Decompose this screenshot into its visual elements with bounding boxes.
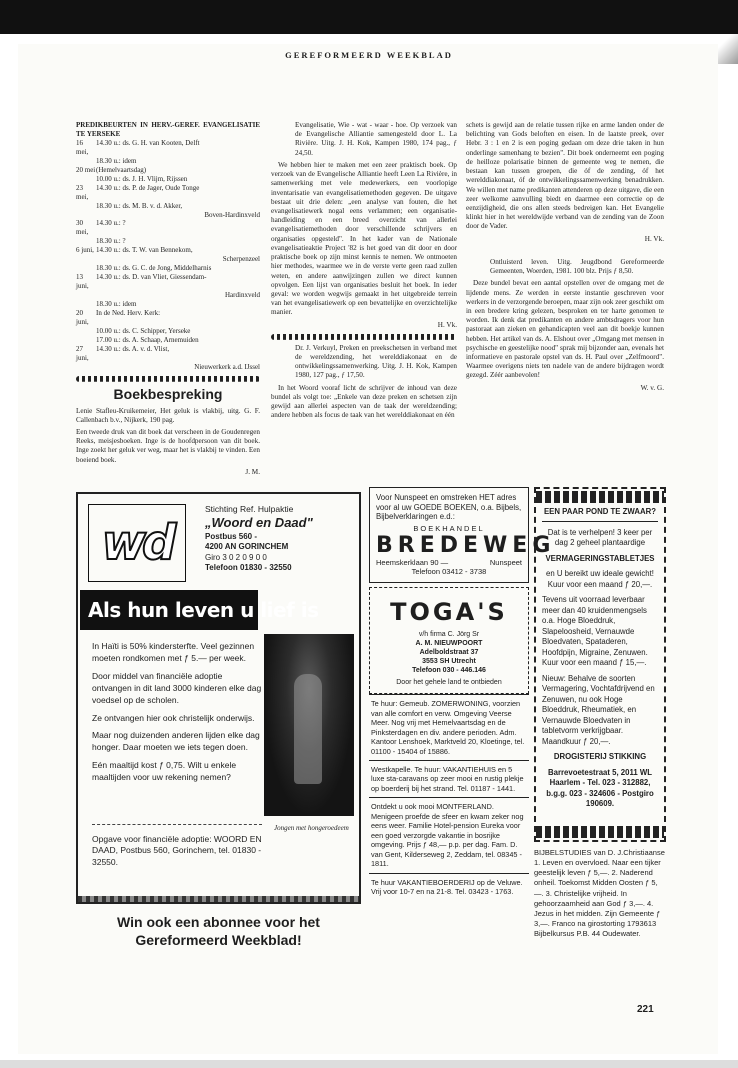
preekbeurt-date <box>76 157 96 166</box>
preekbeurt-text: 14.30 u.: ds. A. v. d. Vlist, <box>96 344 170 353</box>
preekbeurt-date <box>76 211 96 220</box>
wd-postbus: Postbus 560 - <box>205 531 258 541</box>
preekbeurten-list <box>76 139 260 372</box>
preekbeurt-date <box>76 363 96 372</box>
wd-name: „Woord en Daad" <box>205 515 313 531</box>
review-body: Een tweede druk van dit boek dat verscheen in de Goudenregen Reeks, meisjesboeken. Inge is de hoofdpersoon van dit boek. Inge zoekt her geluk ver weg, maar het is vlakbij te vinden. Een boeiend boek. <box>76 428 260 464</box>
preekbeurt-row <box>76 291 260 300</box>
togas-name: TOGA'S <box>390 597 508 626</box>
pond-shop: DROGISTERIJ STIKKING <box>553 752 647 762</box>
review-heading: Dr. J. Verkuyl, Preken en preekschetsen in verband met de wereldzending, het werelddiakonaat en de ontwikkelingssamenwerking. Uitg. J. H. Kok, Kampen 1980, 127 pag., ƒ 17,50. <box>295 343 457 380</box>
bredeweg-name: BREDEWEG <box>376 532 556 558</box>
preekbeurt-date: 27 juni, <box>76 344 89 362</box>
preekbeurt-text: 17.00 u.: ds. A. Schaap, Arnemuiden <box>96 335 199 344</box>
child-figure <box>294 674 322 784</box>
wd-address <box>205 504 355 574</box>
pond-address: Barrevoetestraat 5, 2011 WL Haarlem - Tel. 023 - 312882, b.g.g. 023 - 324606 - Postgiro 190609. <box>546 767 654 809</box>
preekbeurt-date: 30 mei, <box>76 219 89 237</box>
wd-opgave: Opgave voor financiële adoptie: WOORD EN DAAD, Postbus 560, Gorinchem, tel. 01830 - 32550. <box>92 834 262 867</box>
preekbeurt-date: 20 mei <box>76 165 96 174</box>
wd-paragraph: Maar nog duizenden anderen lijden elke dag honger. Daar moeten we iets tegen doen. <box>92 729 260 753</box>
preekbeurt-text: Boven-Hardinxveld <box>204 210 260 219</box>
review-signature: H. Vk. <box>437 320 457 329</box>
wd-body <box>92 640 262 788</box>
preekbeurt-date <box>76 255 96 264</box>
wd-giro: Giro 3 0 2 0 9 0 0 <box>205 552 267 562</box>
togas-tel: Telefoon 030 - 446.146 <box>412 666 486 674</box>
middle-ads-column <box>369 487 556 901</box>
review-signature: H. Vk. <box>644 234 664 243</box>
preekbeurt-row <box>76 309 260 327</box>
preekbeurten-title: PREDIKBEURTEN IN HERV.-GEREF. EVANGELISATIE TE YERSEKE <box>76 121 260 138</box>
preekbeurt-date <box>76 300 96 309</box>
preekbeurt-text: 14.30 u.: ds. G. H. van Kooten, Delft <box>96 138 200 147</box>
preekbeurt-date: 20 juni, <box>76 309 89 326</box>
preekbeurt-text: Hardinxveld <box>225 291 260 300</box>
preekbeurt-text: 18.30 u.: ? <box>96 237 126 246</box>
preekbeurt-row <box>76 157 260 166</box>
review-heading: Ontluisterd leven. Uitg. Jeugdbond Gereformeerde Gemeenten, Woerden, 1981. 100 blz. Prijs ƒ 8,50. <box>490 257 664 276</box>
child-photo <box>264 634 354 816</box>
preekbeurt-row <box>76 166 260 175</box>
bredeweg-ad <box>369 487 556 583</box>
wd-stichting: Stichting Ref. Hulpaktie <box>205 504 294 514</box>
wavy-divider <box>76 376 260 382</box>
review-heading: Lenie Stafleu-Kruikemeier, Het geluk is vlakbij, uitg. G. F. Callenbach b.v., Nijkerk, 190 pag. <box>76 406 260 424</box>
review-body: In het Woord vooraf licht de schrijver de inhoud van deze bundel als volgt toe: „Enkele van deze preken en schetsen zijn gewijd aan allerlei aspecten van de taak der wereldzending; andere hebben als focus de taak van het werelddiakonaat en één <box>271 383 457 420</box>
preekbeurt-date <box>76 291 96 300</box>
classified-ad: Ontdekt u ook mooi MONTFERLAND. Menigeen proefde de sfeer en kwam zeker nog eens weer. Familie Hotel-pension Eureka voor een goed verzorgde vakantie in bosrijke omgeving. Prijs ƒ 48,— p.p. per dag. Fam. D. van Gent, Kilderseweg 2, Zeddam, tel. 08345 - 1811. <box>369 797 529 872</box>
preekbeurt-row <box>76 139 260 157</box>
preekbeurt-row <box>76 327 260 336</box>
bredeweg-tel: Telefoon 03412 - 3738 <box>411 567 487 577</box>
preekbeurt-date: 23 mei, <box>76 183 89 201</box>
preekbeurt-row <box>76 273 260 291</box>
togas-ad <box>369 587 529 695</box>
preekbeurt-text: Nieuwerkerk a.d. IJssel <box>194 362 260 371</box>
preekbeurt-row <box>76 246 260 255</box>
preekbeurt-text: 18.30 u.: ds. G. C. de Jong, Middelharnis <box>96 264 212 273</box>
preekbeurt-row <box>76 219 260 237</box>
bredeweg-address: Heemskerklaan 90 — Nunspeet <box>376 557 522 567</box>
column-1 <box>76 121 260 477</box>
pond-paragraph: en U bereikt uw ideale gewicht! Kuur voor een maand ƒ 20,—. <box>546 569 654 589</box>
wd-city: 4200 AN GORINCHEM <box>205 542 289 552</box>
classified-ad: Te huur: Gemeub. ZOMERWONING, voorzien van alle comfort en verw. Omgeving Veerse Meer. Nog vrij met Hemelvaartsdag en de Pinksterdagen en div. andere perioden. Adm. Kantoor Lenshoek, Marktveld 20, Kloetinge, tel. 01100 - 15404 of 15886. <box>369 694 529 760</box>
preekbeurt-date: 13 juni, <box>76 273 89 291</box>
bredeweg-intro: Voor Nunspeet en omstreken HET adres voor al uw GOEDE BOEKEN, o.a. Bijbels, Bijbelverklaringen e.d.: <box>376 493 522 522</box>
preekbeurt-date <box>76 202 96 211</box>
togas-city: 3553 SH Utrecht <box>422 657 476 665</box>
preekbeurt-row <box>76 345 260 363</box>
boekbespreking-title: Boekbespreking <box>113 385 223 402</box>
preekbeurt-date <box>76 327 96 336</box>
togas-owner: A. M. NIEUWPOORT <box>415 639 483 647</box>
column-2 <box>271 121 457 424</box>
preekbeurt-date: 6 juni, <box>76 246 94 255</box>
preekbeurt-date <box>76 237 96 246</box>
togas-note: Door het gehele land te ontbieden <box>396 678 502 686</box>
wd-paragraph: Ze ontvangen hier ook christelijk onderwijs. <box>92 712 255 723</box>
preekbeurt-text: In de Ned. Herv. Kerk: <box>96 309 161 318</box>
preekbeurt-row <box>76 264 260 273</box>
decorative-border <box>536 826 664 838</box>
review-body: Deze bundel bevat een aantal opstellen over de omgang met de lijdende mens. Ze werden in eerste instantie geschreven voor werkers in de verzorgende beroepen, maar zijn ook zeer geschikt om in een bredere kring gelezen, besproken en ter harte genomen te worden. Ik denk dat predikanten en andere ambtsdragers voor hun pastoraat aan zieken en gehandicapten veel aan dit boekje kunnen hebben. Het artikel van ds. A. Elshout over „Omgang met mensen in psychische en geestelijke nood" sprak mij bijzonder aan, evenals het informatieve en pastorale opstel van ds. H. Paul over „Zelfmoord". Waarmee overigens niets ten nadele van de andere bijdragen wordt gezegd. Zéér aanbevolen! <box>466 279 664 380</box>
classified-ad: Te huur VAKANTIEBOERDERIJ op de Veluwe. Vrij voor 10-7 en na 21-8. Tel. 03423 - 1763. <box>369 873 529 901</box>
preekbeurt-row <box>76 202 260 211</box>
pond-paragraph: Tevens uit voorraad leverbaar meer dan 40 kruidenmengsels o.a. Hoge Bloeddruk, Slapeloosheid, Vernauwde Bloedvaten, Spataderen, Hoofdpijn, Migraine, Zenuwen. Kuur voor een maand ƒ 15,—. <box>542 595 648 668</box>
wd-paragraph: Door middel van financiële adoptie ontvangen in dit land 3000 kinderen elke dag voedsel op de scholen. <box>92 670 262 706</box>
pond-paragraph: Dat is te verhelpen! 3 keer per dag 2 geheel plantaardige <box>547 527 653 548</box>
wd-tel: Telefoon 01830 - 32550 <box>205 563 292 573</box>
review-body: schets is gewijd aan de relatie tussen rijke en arme landen onder de belichting van Gods beloften en eisen. In de laatste preek, over Hebr. 3 : 1 en 2 is een poging gedaan om deze drie taken in hun onderlinge samenhang te bezien". Dit boek onderneemt een poging de heilloze polarisatie binnen de gemeente weg te nemen, die bestaan kan tussen groepen, die óf de zending, óf het werelddiakonaat, óf de ontwikkelingssamenwerking benadrukken. We willen met name predikanten attenderen op deze uitgave, die een zeer welkome aanvulling biedt en daarmee een correctie op de eenzijdigheid, die ons allen steeds bedreigen kan. Het Evangelie klinkt hier in het wereldwijde verband van de zending van de Zoon door de Vader. <box>466 121 664 231</box>
togas-firma: v/h firma C. Jörg Sr <box>418 630 480 638</box>
wd-paragraph: Eén maaltijd kost ƒ 0,75. Wilt u enkele maaltijden voor uw rekening nemen? <box>92 759 237 782</box>
review-heading: Evangelisatie, Wie - wat - waar - hoe. Op verzoek van de Evangelische Alliantie samengesteld door L. La Rivière. Uitg. J. H. Kok, Kampen 1980, 174 pag., ƒ 24,50. <box>295 121 457 157</box>
review-body: We hebben hier te maken met een zeer praktisch boek. Op verzoek van de Evangelische Alliantie heeft Leen La Rivière, in samenwerking met vele medewerkers, een voorlopige inventarisatie van evangelisatiemethoden gegeven. De uitgave bestaat uit drie delen: „een analyse van fouten, die het evangelisatiewerk nogal eens verlammen; een organisatie-handleiding en een breed overzicht van allerlei evangelisatiemethoden door verschillende schrijvers en organisaties opgesteld". In het kader van de Nationale evangelisatieaktie Project '82 is het goed van dit door en door praktische boek op zijn minst kennis te nemen. We ontmoeten hier methodes, waarmee we in de verste verte geen raad zullen weten, en andere aanwijzingen zullen we direct kunnen opvolgen. Een lijst van organisaties besluit het boek. In ieder geval: we worden wegwijs gemaakt in het uitgebreide terrein van het evangelisatiewerk op een bevattelijke en overzichtelijke manier. <box>271 160 457 317</box>
preekbeurt-row <box>76 211 260 220</box>
preekbeurt-date <box>76 175 96 184</box>
preekbeurt-text: 14.30 u.: ds. D. van Vliet, Giessendam- <box>96 273 207 282</box>
preekbeurt-date: 16 mei, <box>76 138 89 156</box>
preekbeurt-text: 14.30 u.: ? <box>96 219 126 228</box>
column-3 <box>466 121 664 393</box>
review-signature: J. M. <box>245 467 260 476</box>
page-header: GEREFORMEERD WEEKBLAD <box>285 50 453 60</box>
photo-caption: Jongen met hongeroedeem <box>274 824 349 832</box>
preekbeurt-row <box>76 175 260 184</box>
togas-street: Adelboldstraat 37 <box>419 648 479 656</box>
preekbeurt-row <box>76 300 260 309</box>
pond-heading: EEN PAAR POND TE ZWAAR? <box>542 507 658 522</box>
woord-en-daad-ad <box>76 492 361 904</box>
preekbeurt-date <box>76 264 96 273</box>
preekbeurt-text: 14.30 u.: ds. P. de Jager, Oude Tonge <box>96 183 200 192</box>
preekbeurt-text: 10.00 u.: ds. C. Schipper, Yerseke <box>96 326 191 335</box>
preekbeurt-text: 18.30 u.: idem <box>96 156 137 165</box>
vermagering-ad <box>534 487 666 842</box>
decorative-border <box>536 491 664 503</box>
wd-footer-strip <box>78 896 359 902</box>
preekbeurt-row <box>76 184 260 202</box>
wavy-divider <box>271 334 457 340</box>
wd-logo: wd <box>88 504 186 582</box>
preekbeurt-text: 18.30 u.: idem <box>96 300 137 309</box>
pond-paragraph: Nieuw: Behalve de soorten Vermagering, Vochtafdrijvend en Zenuwen, nu ook Hoge Bloeddruk, Rheumatiek, en Vernauwde Bloedvaten in tabletvorm verkrijgbaar. Maandkuur ƒ 20,—. <box>542 673 655 746</box>
preekbeurt-text: (Hemelvaartsdag) <box>96 165 147 174</box>
preekbeurt-row <box>76 336 260 345</box>
cut-line <box>92 824 262 825</box>
bijbelstudies-ad: BIJBELSTUDIES van D. J.Christiaanse 1. Leven en overvloed. Naar een tijker geestelijk leven ƒ 5,—. 2. Naderend onheil. Toekomst Midden Oosten ƒ 5,—. 3. Christelijke vrijheid. In gehoorzaamheid aan God ƒ 3,—. 4. Jezus in het midden. Zijn Gemeente ƒ 3,—. Franco na girostorting 1793613 Bijbelkursus P.B. 44 Oudewater. <box>534 848 665 938</box>
preekbeurt-text: 18.30 u.: ds. M. B. v. d. Akker, <box>96 201 183 210</box>
classified-ad: Westkapelle. Te huur: VAKANTIEHUIS en 5 luxe sta-caravans op zeer mooi en rustig plekje op boerderij bij het strand. Tel. 01187 - 1441. <box>369 760 529 797</box>
bredeweg-shop: BOEKHANDEL <box>413 524 485 534</box>
wd-paragraph: In Haïti is 50% kindersterfte. Veel gezinnen moeten rondkomen met ƒ 5.— per week. <box>92 641 255 664</box>
preekbeurt-text: 14.30 u.: ds. T. W. van Bennekom, <box>96 246 193 255</box>
subscriber-appeal: Win ook een abonnee voor het Gereformeerd Weekblad! <box>117 914 320 949</box>
scan-top-border <box>0 0 738 34</box>
preekbeurt-row <box>76 363 260 372</box>
preekbeurt-row <box>76 237 260 246</box>
page-number: 221 <box>637 1004 654 1015</box>
preekbeurt-date <box>76 336 96 345</box>
preekbeurt-text: Scherpenzeel <box>222 255 260 264</box>
wd-headline: Als hun leven u lief is <box>80 590 258 630</box>
preekbeurt-row <box>76 255 260 264</box>
preekbeurt-text: 10.00 u.: ds. J. H. Vlijm, Rijssen <box>96 174 188 183</box>
pond-product: VERMAGERINGSTABLETJES <box>545 553 655 563</box>
review-signature: W. v. G. <box>640 383 664 392</box>
scan-bottom-edge <box>0 1060 738 1068</box>
